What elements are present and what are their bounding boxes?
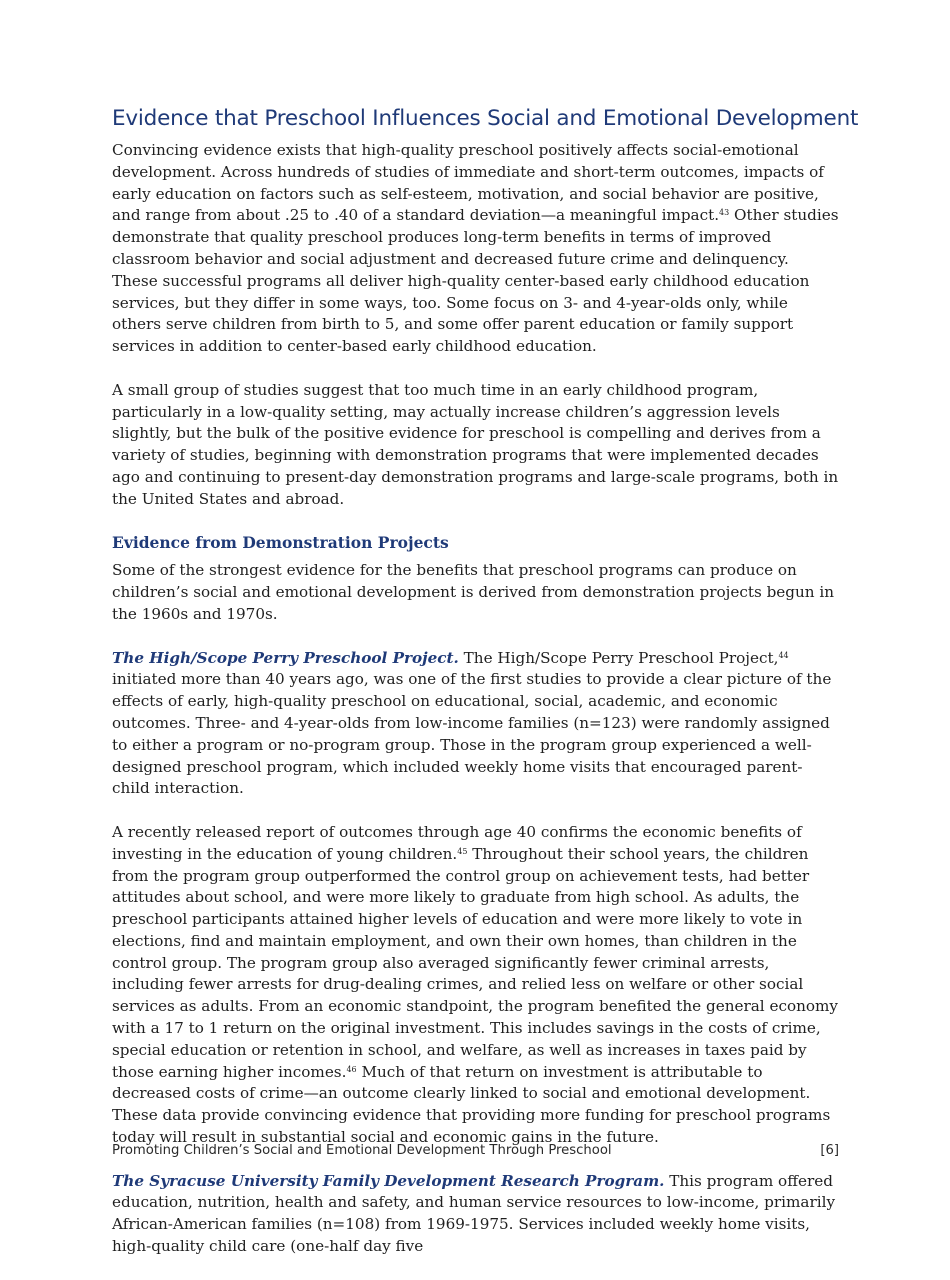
footnote-ref-44[interactable]: 44 bbox=[778, 650, 789, 660]
outcomes-paragraph bbox=[112, 822, 839, 1149]
text-run: Other studies demonstrate that quality preschool produces long-term benefits in terms of improved classroom behavior and social adjustment and decreased future crime and delinquency. These successful programs all deliver high-quality center-based early childhood education services, but they differ in some ways, too. Some focus on 3- and 4-year-olds only, while others serve children from birth to 5, and some offer parent education or family support services in addition to center-based early childhood education. bbox=[112, 206, 839, 356]
footnote-ref-45[interactable]: 45 bbox=[457, 846, 468, 856]
text-run: This program offered education, nutrition, health and safety, and human service resources to low-income, primarily African-American families (n=108) from 1969-1975. Services included weekly home visits, high-quality child care (one-half day five bbox=[112, 1171, 836, 1256]
perry-lead-in: The High/Scope Perry Preschool Project. bbox=[112, 648, 459, 667]
syracuse-paragraph bbox=[112, 1171, 839, 1258]
footnote-ref-43[interactable]: 43 bbox=[719, 208, 730, 218]
intro-paragraph-1 bbox=[112, 140, 839, 358]
text-run: The High/Scope Perry Preschool Project, bbox=[458, 648, 779, 667]
section-heading: Evidence from Demonstration Projects bbox=[112, 533, 449, 553]
text-run: Throughout their school years, the children from the program group outperformed the control group on achievement tests, had better attitudes about school, and were more likely to graduate from high school. As adults, the preschool participants attained higher levels of education and were more likely to vote in elections, find and maintain employment, and own their own homes, than children in the control group. The program group also averaged significantly fewer criminal arrests, including fewer arrests for drug-dealing crimes, and relied less on welfare or other social services as adults. From an economic standpoint, the program benefited the general economy with a 17 to 1 return on the original investment. This includes savings in the costs of crime, special education or retention in school, and welfare, as well as increases in taxes paid by those earning higher incomes. bbox=[112, 844, 839, 1081]
text-run: Convincing evidence exists that high-quality preschool positively affects social-emotional development. Across hundreds of studies of immediate and short-term outcomes, impacts of early education on factors such as self-esteem, motivation, and social behavior are positive, and range from about .25 to .40 of a standard deviation—a meaningful impact. bbox=[112, 141, 824, 225]
footer-title: Promoting Children’s Social and Emotional Development Through Preschool bbox=[112, 1143, 612, 1158]
page-footer bbox=[112, 1141, 839, 1161]
perry-paragraph bbox=[112, 648, 839, 801]
document-page bbox=[112, 104, 859, 1280]
text-run: A recently released report of outcomes through age 40 confirms the economic benefits of investing in the education of young children. bbox=[112, 822, 802, 863]
syracuse-lead-in: The Syracuse University Family Development Research Program. bbox=[112, 1171, 665, 1190]
section-paragraph-1: Some of the strongest evidence for the benefits that preschool programs can produce on children’s social and emotional development is derived from demonstration projects begun in the 1960s and 1970s. bbox=[112, 561, 835, 623]
footnote-ref-46[interactable]: 46 bbox=[346, 1064, 357, 1074]
page-number: [6] bbox=[820, 1143, 839, 1158]
text-run: initiated more than 40 years ago, was one of the first studies to provide a clear picture of the effects of early, high-quality preschool on educational, social, academic, and economic outcomes. Three- and 4-year-olds from low-income families (n=123) were randomly assigned to either a program or no-program group. Those in the program group experienced a well-designed preschool program, which included weekly home visits that encouraged parent-child interaction. bbox=[112, 670, 832, 798]
intro-paragraph-2: A small group of studies suggest that too much time in an early childhood program, particularly in a low-quality setting, may actually increase children’s aggression levels slightly, but the bulk of the positive evidence for preschool is compelling and derives from a variety of studies, beginning with demonstration programs that were implemented decades ago and continuing to present-day demonstration programs and large-scale programs, both in the United States and abroad. bbox=[112, 380, 839, 508]
page-title: Evidence that Preschool Influences Social and Emotional Development bbox=[112, 106, 859, 131]
text-run: Much of that return on investment is attributable to decreased costs of crime—an outcome clearly linked to social and emotional development. These data provide convincing evidence that providing more funding for preschool programs today will result in substantial social and economic gains in the future. bbox=[112, 1062, 831, 1147]
